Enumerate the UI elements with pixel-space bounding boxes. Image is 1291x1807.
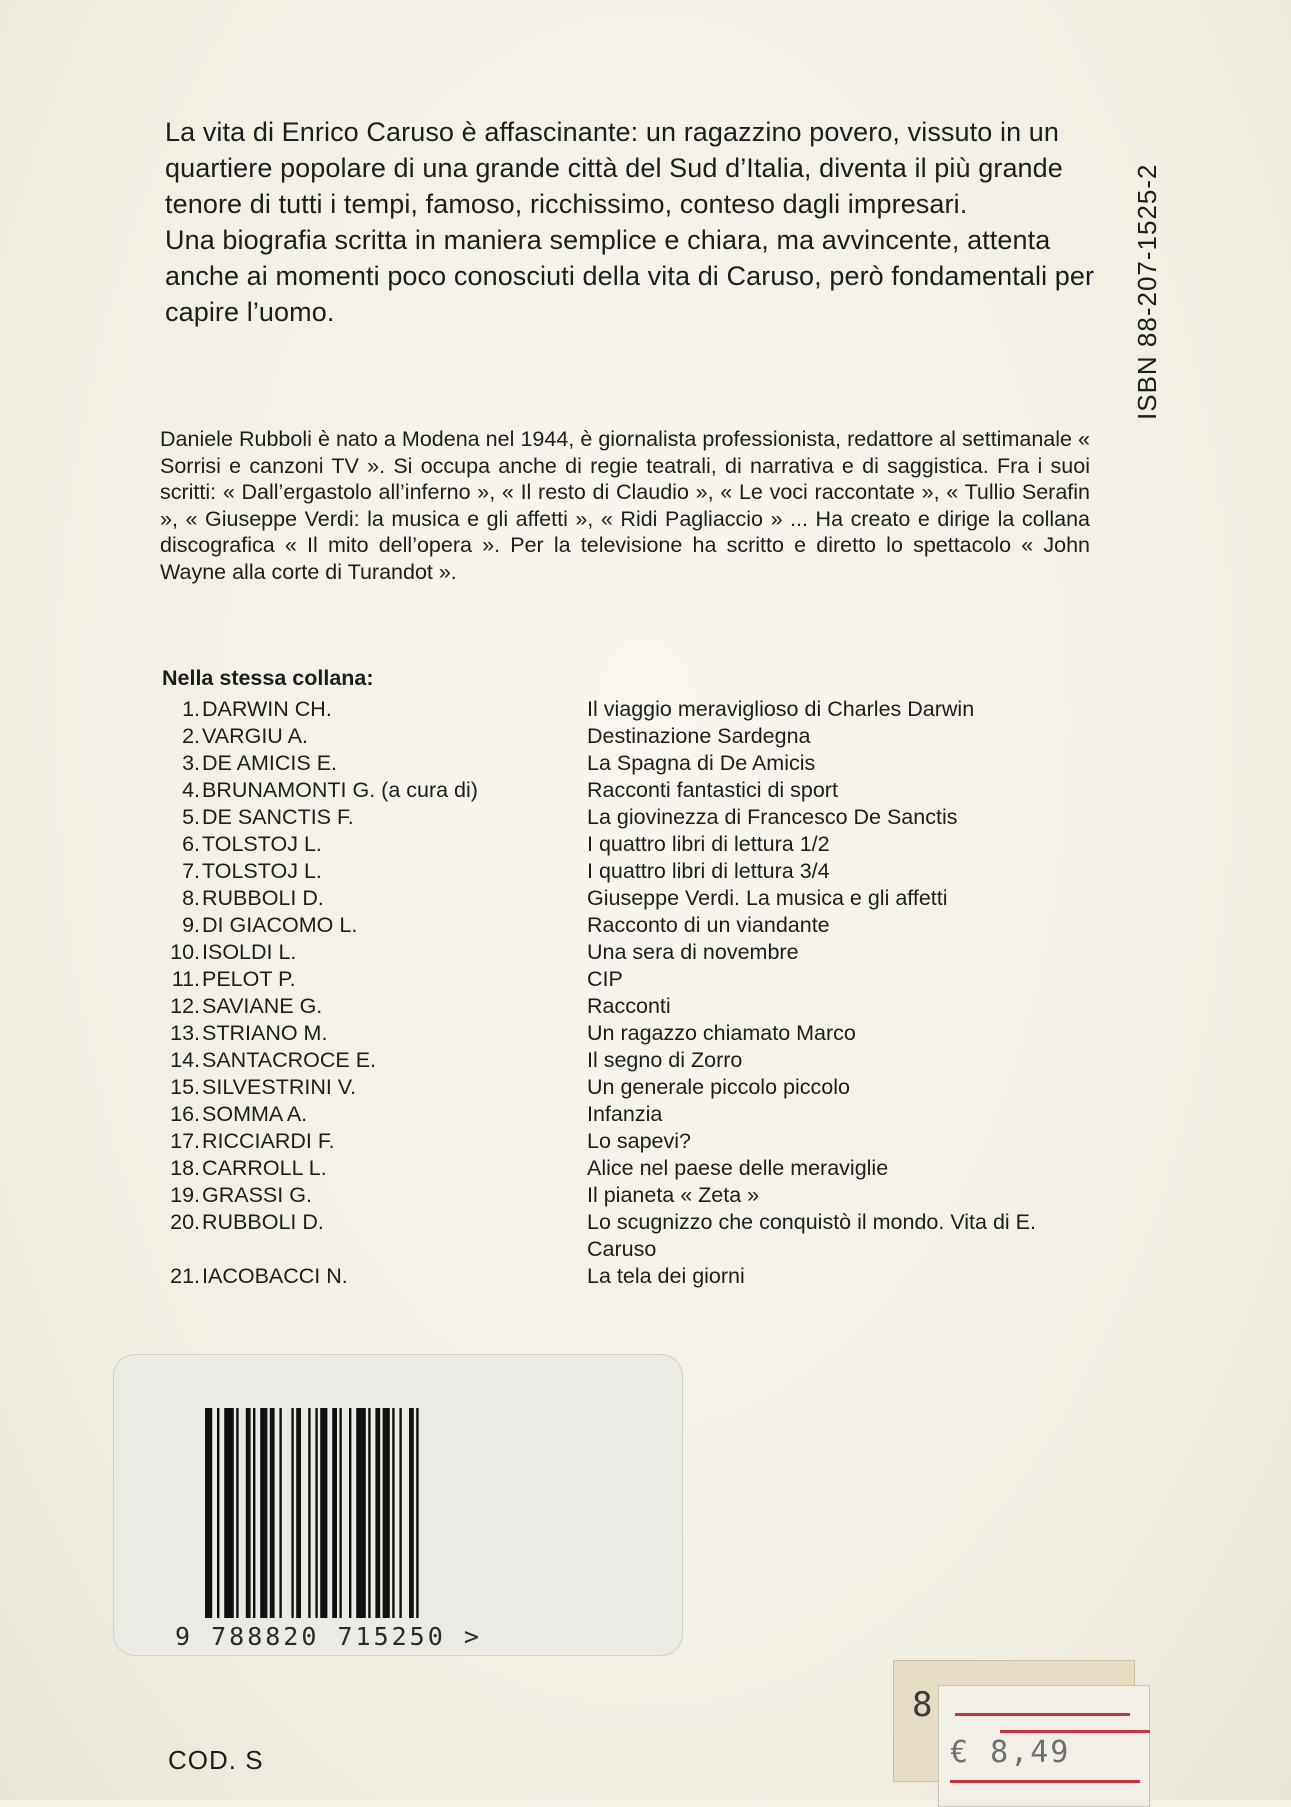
item-author: SOMMA A. <box>202 1102 308 1126</box>
item-number: 19. <box>170 1183 200 1207</box>
item-number: 10. <box>170 940 200 964</box>
item-number: 3. <box>182 751 200 775</box>
price-strike-line <box>1000 1730 1150 1733</box>
item-title: Lo scugnizzo che conquistò il mondo. Vita di E. Caruso <box>587 1210 1036 1261</box>
item-number: 17. <box>170 1129 200 1153</box>
item-author: TOLSTOJ L. <box>202 832 322 856</box>
item-title: Destinazione Sardegna <box>587 724 811 748</box>
barcode-bar <box>416 1408 418 1618</box>
barcode-bar <box>409 1408 414 1618</box>
item-author: BRUNAMONTI G. (a cura di) <box>202 778 478 802</box>
barcode-bar <box>320 1408 327 1618</box>
series-list <box>150 696 1100 1290</box>
list-item <box>150 696 1100 723</box>
item-number: 11. <box>171 967 200 991</box>
item-title: Racconti fantastici di sport <box>587 778 838 802</box>
price-sticker-mark: 8 <box>912 1685 933 1725</box>
item-author: TOLSTOJ L. <box>202 859 322 883</box>
barcode-bar <box>260 1408 267 1618</box>
barcode-bar <box>279 1408 281 1618</box>
barcode-bar <box>205 1408 212 1618</box>
barcode-bar <box>296 1408 301 1618</box>
item-number: 9. <box>182 913 200 937</box>
item-number: 16. <box>170 1102 200 1126</box>
item-author: SANTACROCE E. <box>202 1048 377 1072</box>
item-number: 5. <box>182 805 200 829</box>
price-value: € 8,49 <box>950 1735 1071 1770</box>
barcode-bar <box>224 1408 234 1618</box>
barcode-bar <box>332 1408 337 1618</box>
item-number: 2. <box>182 724 200 748</box>
item-number: 15. <box>170 1075 200 1099</box>
item-title: I quattro libri di lettura 1/2 <box>587 832 830 856</box>
item-author: DI GIACOMO L. <box>202 913 358 937</box>
list-item <box>150 966 1100 993</box>
list-item <box>150 885 1100 912</box>
barcode-bar <box>368 1408 370 1618</box>
barcode-bar <box>399 1408 401 1618</box>
item-author: DE SANCTIS F. <box>202 805 354 829</box>
list-item <box>150 912 1100 939</box>
item-title: Il pianeta « Zeta » <box>587 1183 760 1207</box>
barcode-bar <box>217 1408 219 1618</box>
barcode-bar <box>236 1408 238 1618</box>
barcode-bar <box>308 1408 310 1618</box>
barcode-bar <box>349 1408 351 1618</box>
item-author: CARROLL L. <box>202 1156 327 1180</box>
item-number: 18. <box>170 1156 200 1180</box>
barcode-bar <box>253 1408 255 1618</box>
barcode-bar <box>339 1408 341 1618</box>
item-author: VARGIU A. <box>202 724 308 748</box>
price-strike-line <box>950 1780 1140 1783</box>
list-item <box>150 750 1100 777</box>
item-number: 13. <box>170 1021 200 1045</box>
list-item <box>150 1074 1100 1101</box>
item-author: DARWIN CH. <box>202 697 332 721</box>
item-title: La giovinezza di Francesco De Sanctis <box>587 805 958 829</box>
blurb-paragraph-1: La vita di Enrico Caruso è affascinante: un ragazzino povero, vissuto in un quartiere popolare di una grande città del Sud d’Italia, diventa il più grande tenore di tutti i tempi, famoso, ricchissimo, conteso dagli impresari. <box>165 117 1063 219</box>
item-title: La tela dei giorni <box>587 1264 745 1288</box>
item-author: RUBBOLI D. <box>202 886 324 910</box>
item-title: CIP <box>587 967 623 991</box>
isbn-code: ISBN 88-207-1525-2 <box>1132 163 1162 420</box>
blurb-paragraph-2: Una biografia scritta in maniera semplice e chiara, ma avvincente, attenta anche ai momenti poco conosciuti della vita di Caruso, però fondamentali per capire l’uomo. <box>165 225 1095 327</box>
barcode-bar <box>375 1408 380 1618</box>
item-number: 1. <box>182 697 200 721</box>
barcode-bar <box>270 1408 275 1618</box>
list-item <box>150 1209 1100 1263</box>
list-item <box>150 1101 1100 1128</box>
list-item <box>150 1047 1100 1074</box>
barcode-bar <box>383 1408 390 1618</box>
barcode-bar <box>291 1408 293 1618</box>
item-author: GRASSI G. <box>202 1183 312 1207</box>
item-author: SILVESTRINI V. <box>202 1075 357 1099</box>
item-title: Lo sapevi? <box>587 1129 691 1153</box>
item-title: Giuseppe Verdi. La musica e gli affetti <box>587 886 948 910</box>
item-title: Infanzia <box>587 1102 663 1126</box>
list-item <box>150 831 1100 858</box>
list-item <box>150 1263 1100 1290</box>
item-number: 7. <box>182 859 200 883</box>
item-title: Un generale piccolo piccolo <box>587 1075 850 1099</box>
item-title: La Spagna di De Amicis <box>587 751 816 775</box>
item-number: 12. <box>170 994 200 1018</box>
barcode-digits: 9 788820 715250 > <box>175 1622 482 1651</box>
barcode-bar <box>392 1408 394 1618</box>
item-number: 4. <box>182 778 200 802</box>
list-item <box>150 1155 1100 1182</box>
barcode-icon <box>203 1408 563 1623</box>
item-title: Racconto di un viandante <box>587 913 830 937</box>
price-strike-line <box>955 1713 1130 1716</box>
author-bio: Daniele Rubboli è nato a Modena nel 1944, è giornalista professionista, redattore al settimanale « Sorrisi e canzoni TV ». Si occupa anche di regie teatrali, di narrativa e di saggistica. Fra i suoi scritti: « Dall’ergastolo all’inferno », « Il resto di Claudio », « Le voci raccontate », « Tullio Serafin », « Giuseppe Verdi: la musica e gli affetti », « Ridi Pagliaccio » ... Ha creato e dirige la collana discografica « Il mito dell’opera ». Per la televisione ha scritto e diretto lo spettacolo « John Wayne alla corte di Turandot ». <box>160 427 1090 584</box>
list-item <box>150 723 1100 750</box>
list-item <box>150 993 1100 1020</box>
list-item <box>150 1128 1100 1155</box>
series-heading: Nella stessa collana: <box>162 666 374 690</box>
item-title: Un ragazzo chiamato Marco <box>587 1021 856 1045</box>
list-item <box>150 858 1100 885</box>
barcode-bar <box>356 1408 366 1618</box>
item-title: I quattro libri di lettura 3/4 <box>587 859 830 883</box>
item-title: Una sera di novembre <box>587 940 799 964</box>
barcode-bar <box>315 1408 317 1618</box>
item-author: PELOT P. <box>202 967 296 991</box>
blurb <box>165 114 1105 330</box>
list-item <box>150 1182 1100 1209</box>
item-author: IACOBACCI N. <box>202 1264 348 1288</box>
item-author: SAVIANE G. <box>202 994 323 1018</box>
item-number: 20. <box>170 1210 200 1234</box>
item-number: 8. <box>182 886 200 910</box>
barcode-sticker <box>113 1354 683 1656</box>
list-item <box>150 777 1100 804</box>
cod-label: COD. S <box>168 1745 264 1775</box>
list-item <box>150 804 1100 831</box>
list-item <box>150 1020 1100 1047</box>
item-number: 14. <box>170 1048 200 1072</box>
item-number: 6. <box>182 832 200 856</box>
item-title: Il viaggio meraviglioso di Charles Darwin <box>587 697 975 721</box>
item-author: STRIANO M. <box>202 1021 328 1045</box>
item-title: Alice nel paese delle meraviglie <box>587 1156 889 1180</box>
item-title: Racconti <box>587 994 671 1018</box>
item-author: DE AMICIS E. <box>202 751 338 775</box>
barcode-bar <box>246 1408 251 1618</box>
item-author: RICCIARDI F. <box>202 1129 335 1153</box>
list-item <box>150 939 1100 966</box>
item-number: 21. <box>170 1264 200 1288</box>
item-author: ISOLDI L. <box>202 940 297 964</box>
item-title: Il segno di Zorro <box>587 1048 743 1072</box>
item-author: RUBBOLI D. <box>202 1210 324 1234</box>
